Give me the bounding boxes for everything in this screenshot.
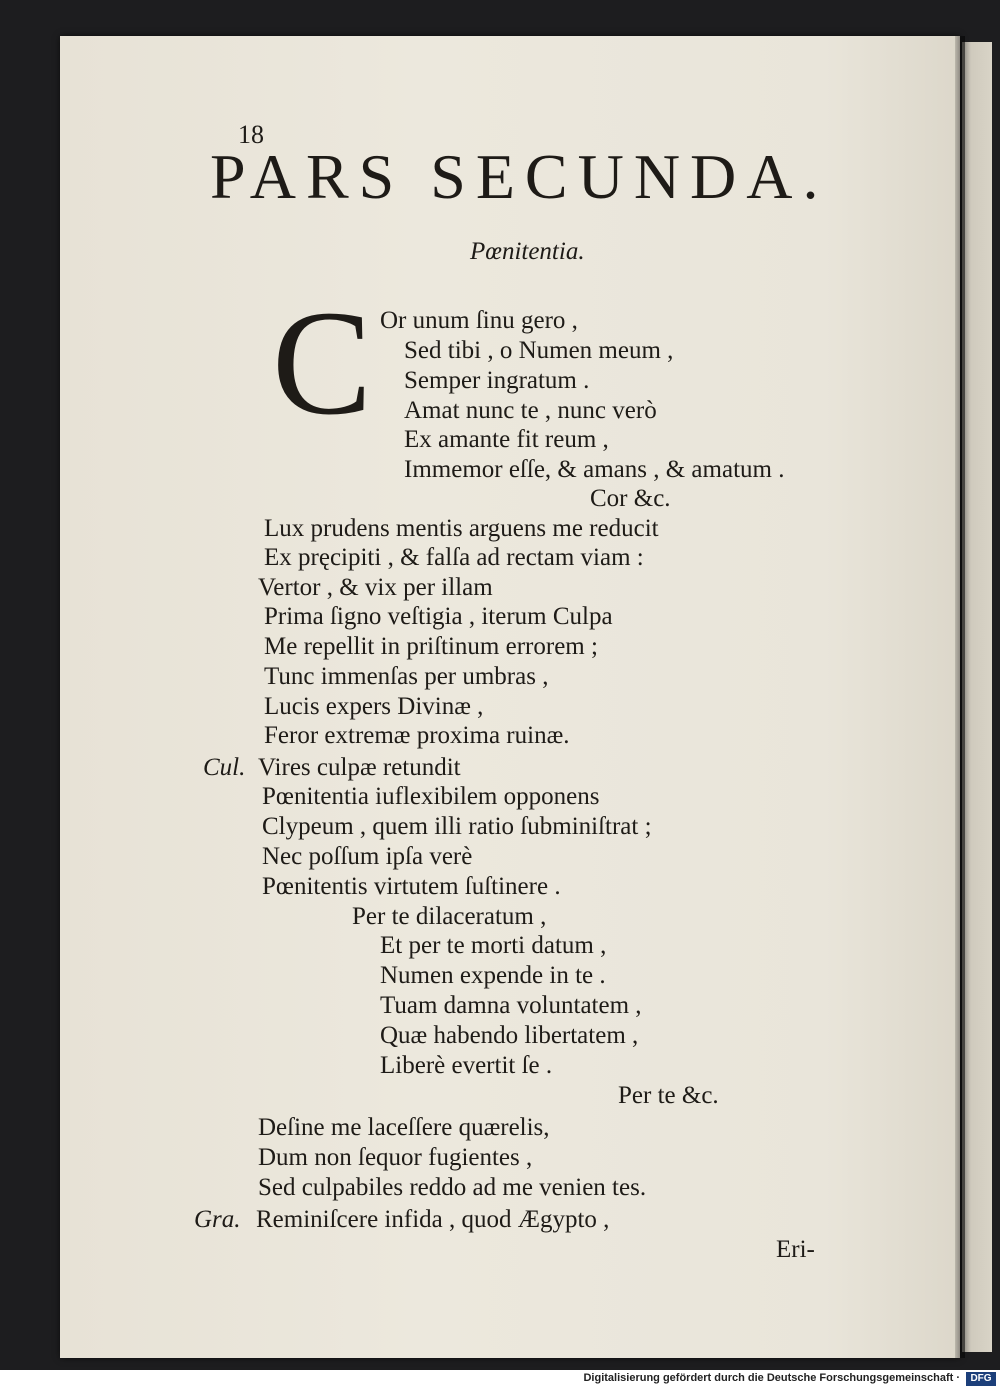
refrain-line: Cor &c. bbox=[590, 485, 671, 512]
speaker-label: Gra. bbox=[194, 1206, 241, 1233]
verse-line: Me repellit in priſtinum errorem ; bbox=[264, 633, 598, 660]
verse-line: Per te dilaceratum , bbox=[352, 903, 547, 930]
section-subtitle: Pœnitentia. bbox=[470, 238, 585, 265]
speaker-label: Cul. bbox=[203, 754, 246, 781]
verse-line: Immemor eſſe, & amans , & amatum . bbox=[404, 456, 785, 483]
verse-line: Lucis expers Divinæ , bbox=[264, 693, 484, 720]
verse-line: Sed tibi , o Numen meum , bbox=[404, 337, 674, 364]
page-number: 18 bbox=[238, 120, 264, 149]
verse-line: Nec poſſum ipſa verè bbox=[262, 843, 473, 870]
verse-line: Clypeum , quem illi ratio ſubminiſtrat ; bbox=[262, 813, 652, 840]
verse-line: Or unum ſinu gero , bbox=[380, 307, 578, 334]
verse-line: Vertor , & vix per illam bbox=[258, 574, 493, 601]
verse-line: Lux prudens mentis arguens me reducit bbox=[264, 515, 659, 542]
verse-line: Tunc immenſas per umbras , bbox=[264, 663, 549, 690]
verse-line: Deſine me laceſſere quærelis, bbox=[258, 1114, 550, 1141]
verse-line: Reminiſcere infida , quod Ægypto , bbox=[256, 1206, 610, 1233]
verse-line: Vires culpæ retundit bbox=[258, 754, 461, 781]
verse-line: Tuam damna voluntatem , bbox=[380, 992, 642, 1019]
page-gutter-shadow bbox=[955, 36, 965, 1358]
verse-line: Ex pręcipiti , & falſa ad rectam viam : bbox=[264, 544, 644, 571]
page-title: PARS SECUNDA. bbox=[210, 141, 829, 212]
drop-cap: C bbox=[272, 280, 373, 446]
dfg-logo: DFG bbox=[966, 1372, 996, 1386]
verse-line: Dum non ſequor fugientes , bbox=[258, 1144, 533, 1171]
footer-bar bbox=[0, 1370, 1000, 1388]
verse-line: Sed culpabiles reddo ad me venien tes. bbox=[258, 1174, 647, 1201]
verse-line: Ex amante fit reum , bbox=[404, 426, 609, 453]
next-page-edge bbox=[962, 42, 992, 1352]
footer-credit: Digitalisierung gefördert durch die Deutsche Forschungsgemeinschaft · bbox=[583, 1372, 960, 1384]
verse-line: Pœnitentia iuflexibilem opponens bbox=[262, 783, 600, 810]
refrain-line: Per te &c. bbox=[618, 1082, 719, 1109]
verse-line: Pœnitentis virtutem ſuſtinere . bbox=[262, 873, 561, 900]
verse-line: Semper ingratum . bbox=[404, 367, 590, 394]
catchword: Eri- bbox=[776, 1236, 815, 1263]
verse-line: Amat nunc te , nunc verò bbox=[404, 397, 657, 424]
verse-line: Numen expende in te . bbox=[380, 962, 606, 989]
verse-line: Prima ſigno veſtigia , iterum Culpa bbox=[264, 603, 613, 630]
verse-line: Liberè evertit ſe . bbox=[380, 1052, 553, 1079]
verse-line: Quæ habendo libertatem , bbox=[380, 1022, 639, 1049]
verse-line: Feror extremæ proxima ruinæ. bbox=[264, 722, 570, 749]
verse-line: Et per te morti datum , bbox=[380, 932, 607, 959]
